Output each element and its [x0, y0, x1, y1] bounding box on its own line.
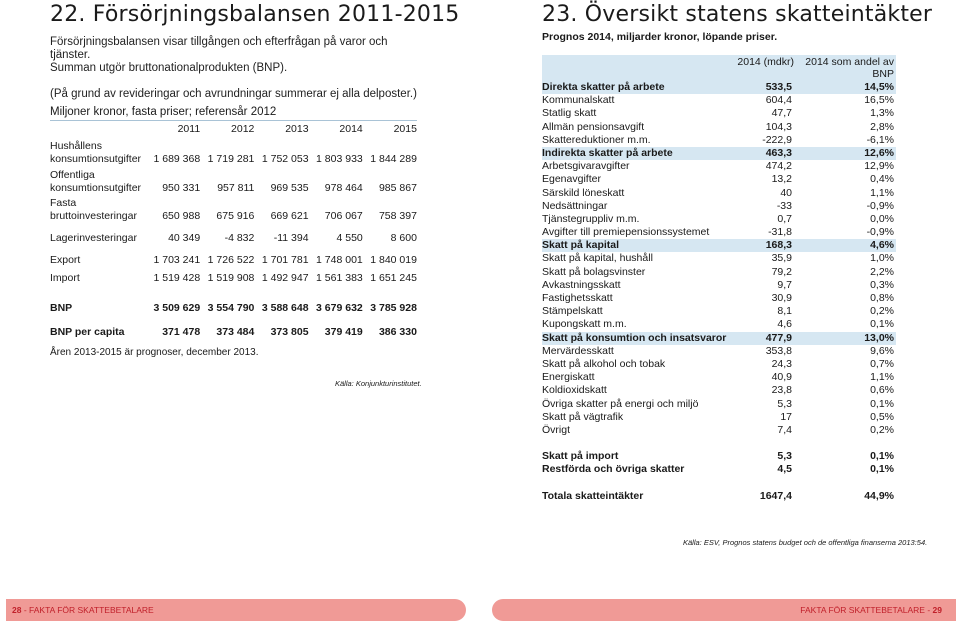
table-header-row	[542, 55, 896, 81]
cell: 0,1%	[870, 450, 894, 463]
cell: 1 844 289	[370, 153, 417, 165]
table-header-row	[50, 120, 417, 138]
cell: 4,5	[777, 463, 792, 476]
year-header: 2011	[177, 123, 201, 135]
cell: 2,8%	[870, 120, 894, 133]
cell: 3 785 928	[370, 302, 417, 314]
row-label: Energiskatt	[542, 371, 595, 384]
cell: 5,3	[777, 450, 792, 463]
row-label: Skatt på konsumtion och insatsvaror	[542, 331, 727, 344]
cell: 79,2	[771, 265, 792, 278]
cell: 969 535	[270, 182, 309, 194]
row-label: BNP per capita	[50, 325, 125, 338]
footer-left	[6, 599, 466, 621]
cell: 0,5%	[870, 410, 894, 423]
cell: 13,2	[771, 173, 792, 186]
cell: 477,9	[765, 331, 792, 344]
row-label: Skatt på kapital	[542, 239, 620, 252]
cell: -31,8	[768, 226, 792, 239]
cell: -33	[776, 199, 792, 212]
footer-text: FAKTA FÖR SKATTEBETALARE -	[800, 605, 933, 615]
row-label: Lagerinvesteringar	[50, 231, 137, 244]
row-label: Import	[50, 271, 80, 284]
cell: 1,0%	[870, 252, 894, 265]
table-row	[50, 167, 417, 194]
cell: 1 703 241	[153, 254, 201, 266]
row-label: BNP	[50, 301, 73, 314]
cell: 1 752 053	[261, 153, 309, 165]
cell: 3 554 790	[207, 302, 255, 314]
row-label: Avgifter till premiepensionssystemet	[542, 226, 710, 239]
table-row	[50, 195, 417, 222]
column-header: 2014 som andel av BNP	[805, 56, 894, 80]
row-label: Fastighetsskatt	[542, 292, 613, 304]
row-label: Stämpelskatt	[542, 305, 603, 318]
cell: 373 484	[216, 326, 255, 338]
table-row	[542, 226, 896, 239]
cell: 604,4	[765, 94, 792, 107]
row-label: Övriga skatter på energi och miljö	[542, 397, 699, 410]
cell: 0,7	[777, 212, 792, 225]
cell: 533,5	[765, 81, 792, 93]
cell: 1 561 383	[316, 272, 363, 284]
row-label: Kupongskatt m.m.	[542, 318, 627, 331]
cell: 0,8%	[870, 292, 894, 304]
cell: 463,3	[765, 146, 792, 159]
row-label: Nedsättningar	[542, 199, 608, 212]
cell: 1 519 428	[153, 272, 201, 284]
cell: 104,3	[765, 120, 792, 133]
cell: 353,8	[765, 344, 792, 357]
row-label: Skatt på vägtrafik	[542, 410, 624, 423]
table-row	[50, 322, 417, 338]
row-label: Direkta skatter på arbete	[542, 81, 665, 93]
page-number: 29	[932, 605, 942, 615]
table-row	[542, 463, 896, 476]
cell: 474,2	[765, 160, 792, 173]
row-label: Offentliga konsumtionsutgifter	[50, 169, 142, 194]
cell: 4,6%	[870, 239, 894, 252]
intro-line: Försörjningsbalansen visar tillgången och efterfrågan på varor och tjänster.	[50, 36, 388, 61]
cell: 0,3%	[870, 278, 894, 291]
table-row	[542, 213, 896, 226]
table-row	[50, 268, 417, 284]
cell: 1 719 281	[207, 153, 255, 165]
cell: 7,4	[777, 423, 792, 436]
year-header: 2012	[231, 123, 255, 135]
table-row	[542, 94, 896, 107]
row-label: Övrigt	[542, 423, 571, 436]
page-title: 22. Försörjningsbalansen 2011-2015	[50, 2, 460, 27]
cell: 4,6	[777, 318, 792, 331]
table-row	[50, 298, 417, 314]
cell: 12,6%	[864, 146, 894, 159]
row-label: Särskild löneskatt	[542, 186, 625, 199]
table-row	[542, 305, 896, 318]
row-label: Egenavgifter	[542, 173, 601, 186]
cell: 0,7%	[870, 357, 894, 370]
intro-line: (På grund av revideringar och avrundningar summerar ej alla delposter.)	[50, 88, 417, 100]
cell: 3 679 632	[316, 302, 363, 314]
intro-line: Summan utgör bruttonationalprodukten (BNP).	[50, 62, 288, 74]
year-header: 2013	[285, 123, 309, 135]
table-row	[542, 200, 896, 213]
row-label: Indirekta skatter på arbete	[542, 146, 673, 159]
page-title: 23. Översikt statens skatteintäkter	[542, 2, 933, 27]
cell: 30,9	[771, 292, 792, 304]
cell: 5,3	[777, 397, 792, 410]
cell: 35,9	[771, 252, 792, 265]
cell: 40	[780, 186, 792, 199]
table-row	[542, 411, 896, 424]
cell: 669 621	[270, 210, 309, 222]
cell: 0,4%	[870, 173, 894, 186]
table-row	[542, 450, 896, 463]
cell: 0,1%	[870, 463, 894, 476]
cell: 0,1%	[870, 397, 894, 410]
cell: 8 600	[390, 232, 417, 244]
cell: -4 832	[224, 232, 255, 244]
cell: -6,1%	[866, 133, 894, 146]
cell: -222,9	[762, 133, 792, 146]
table-row	[542, 384, 896, 397]
row-label: Hushållens konsumtionsutgifter	[50, 140, 142, 165]
table-row	[542, 160, 896, 173]
table-row	[542, 371, 896, 384]
cell: 13,0%	[864, 331, 894, 344]
row-label: Avkastningsskatt	[542, 278, 621, 291]
cell: 371 478	[162, 326, 201, 338]
source-note: Källa: ESV, Prognos statens budget och de offentliga finanserna 2013:54.	[683, 538, 928, 547]
cell: 9,7	[777, 278, 792, 291]
cell: 1 701 781	[261, 254, 309, 266]
table-row	[542, 252, 896, 265]
category-row	[542, 332, 896, 345]
table-row	[50, 250, 417, 266]
table-row	[542, 424, 896, 437]
cell: 650 988	[162, 210, 201, 222]
cell: 1,1%	[870, 186, 894, 199]
cell: 957 811	[217, 182, 255, 194]
row-label: Restförda och övriga skatter	[542, 463, 685, 476]
column-header: 2014 (mdkr)	[737, 56, 794, 68]
cell: 23,8	[771, 384, 792, 397]
cell: 40,9	[771, 371, 792, 384]
row-label: Skatt på bolagsvinster	[542, 265, 646, 278]
table-row	[542, 358, 896, 371]
year-header: 2015	[393, 123, 417, 135]
cell: 1 748 001	[316, 254, 363, 266]
row-label: Export	[50, 253, 81, 266]
row-label: Mervärdesskatt	[542, 344, 614, 357]
cell: 1 651 245	[370, 272, 417, 284]
cell: 1 519 908	[207, 272, 255, 284]
cell: 950 331	[162, 182, 201, 194]
cell: 1,1%	[870, 371, 894, 384]
cell: 4 550	[336, 232, 363, 244]
tax-rows	[542, 81, 896, 437]
spacer	[542, 477, 896, 490]
category-row	[542, 81, 896, 94]
cell: 379 419	[324, 326, 363, 338]
year-header: 2014	[339, 123, 363, 135]
table-row	[542, 121, 896, 134]
table-row	[542, 173, 896, 186]
category-row	[542, 147, 896, 160]
row-label: Statlig skatt	[542, 107, 597, 120]
cell: 3 509 629	[153, 302, 201, 314]
row-label: Kommunalskatt	[542, 94, 615, 107]
category-row	[542, 239, 896, 252]
table-row	[50, 138, 417, 165]
cell: 978 464	[324, 182, 363, 194]
cell: 1 840 019	[370, 254, 417, 266]
cell: 0,0%	[870, 212, 894, 225]
table-subtitle: Prognos 2014, miljarder kronor, löpande priser.	[542, 31, 778, 43]
row-label: Skatt på kapital, hushåll	[542, 252, 653, 265]
cell: 9,6%	[870, 344, 894, 357]
cell: 706 067	[324, 210, 363, 222]
row-label: Koldioxidskatt	[542, 384, 607, 397]
cell: 17	[780, 410, 792, 423]
table-row	[542, 134, 896, 147]
cell: 0,6%	[870, 384, 894, 397]
table-row	[542, 398, 896, 411]
page-number: 28	[12, 605, 22, 615]
cell: 2,2%	[870, 265, 894, 278]
cell: -11 394	[273, 232, 309, 244]
table-row	[542, 318, 896, 331]
cell: 8,1	[777, 305, 792, 318]
cell: 1 492 947	[261, 272, 309, 284]
row-label: Tjänstegruppliv m.m.	[542, 212, 640, 225]
cell: 1647,4	[759, 489, 792, 502]
table-row	[542, 279, 896, 292]
cell: 373 805	[270, 326, 309, 338]
footnote: Åren 2013-2015 är prognoser, december 2013.	[50, 347, 259, 358]
tax-revenue-table	[542, 55, 896, 503]
footer-right	[492, 599, 956, 621]
cell: 12,9%	[864, 160, 894, 173]
total-row	[542, 490, 896, 503]
cell: 675 916	[216, 210, 255, 222]
table-row	[542, 107, 896, 120]
cell: 3 588 648	[261, 302, 309, 314]
cell: 1 689 368	[153, 153, 201, 165]
cell: -0,9%	[866, 226, 894, 239]
cell: 40 349	[168, 232, 201, 244]
table-row	[542, 292, 896, 305]
supply-balance-table	[50, 120, 417, 338]
spacer	[542, 437, 896, 450]
cell: 985 867	[378, 182, 417, 194]
footer-text: - FAKTA FÖR SKATTEBETALARE	[21, 605, 154, 615]
cell: 168,3	[765, 239, 792, 252]
row-label: Fasta bruttoinvesteringar	[50, 197, 137, 222]
row-label: Totala skatteintäkter	[542, 489, 644, 502]
cell: 16,5%	[864, 94, 894, 107]
header-blank	[542, 55, 702, 81]
cell: 0,1%	[870, 318, 894, 331]
cell: 47,7	[771, 107, 792, 120]
intro-text	[50, 36, 430, 114]
cell: 24,3	[771, 357, 792, 370]
table-title: Miljoner kronor, fasta priser; referensår 2012	[50, 104, 417, 121]
row-label: Skattereduktioner m.m.	[542, 133, 651, 146]
cell: -0,9%	[866, 199, 894, 212]
table-row	[542, 345, 896, 358]
source-note: Källa: Konjunkturinstitutet.	[335, 379, 422, 388]
table-row	[542, 266, 896, 279]
cell: 386 330	[378, 326, 417, 338]
row-label: Skatt på import	[542, 450, 619, 463]
table-row	[50, 228, 417, 244]
row-label: Arbetsgivaravgifter	[542, 160, 630, 173]
cell: 1 803 933	[316, 153, 363, 165]
table-row	[542, 187, 896, 200]
row-label: Allmän pensionsavgift	[542, 120, 645, 133]
cell: 44,9%	[864, 489, 894, 502]
cell: 0,2%	[870, 305, 894, 318]
cell: 1 726 522	[207, 254, 255, 266]
cell: 1,3%	[870, 107, 894, 120]
row-label: Skatt på alkohol och tobak	[542, 357, 666, 370]
cell: 758 397	[378, 210, 417, 222]
cell: 14,5%	[864, 81, 894, 93]
cell: 0,2%	[870, 423, 894, 436]
